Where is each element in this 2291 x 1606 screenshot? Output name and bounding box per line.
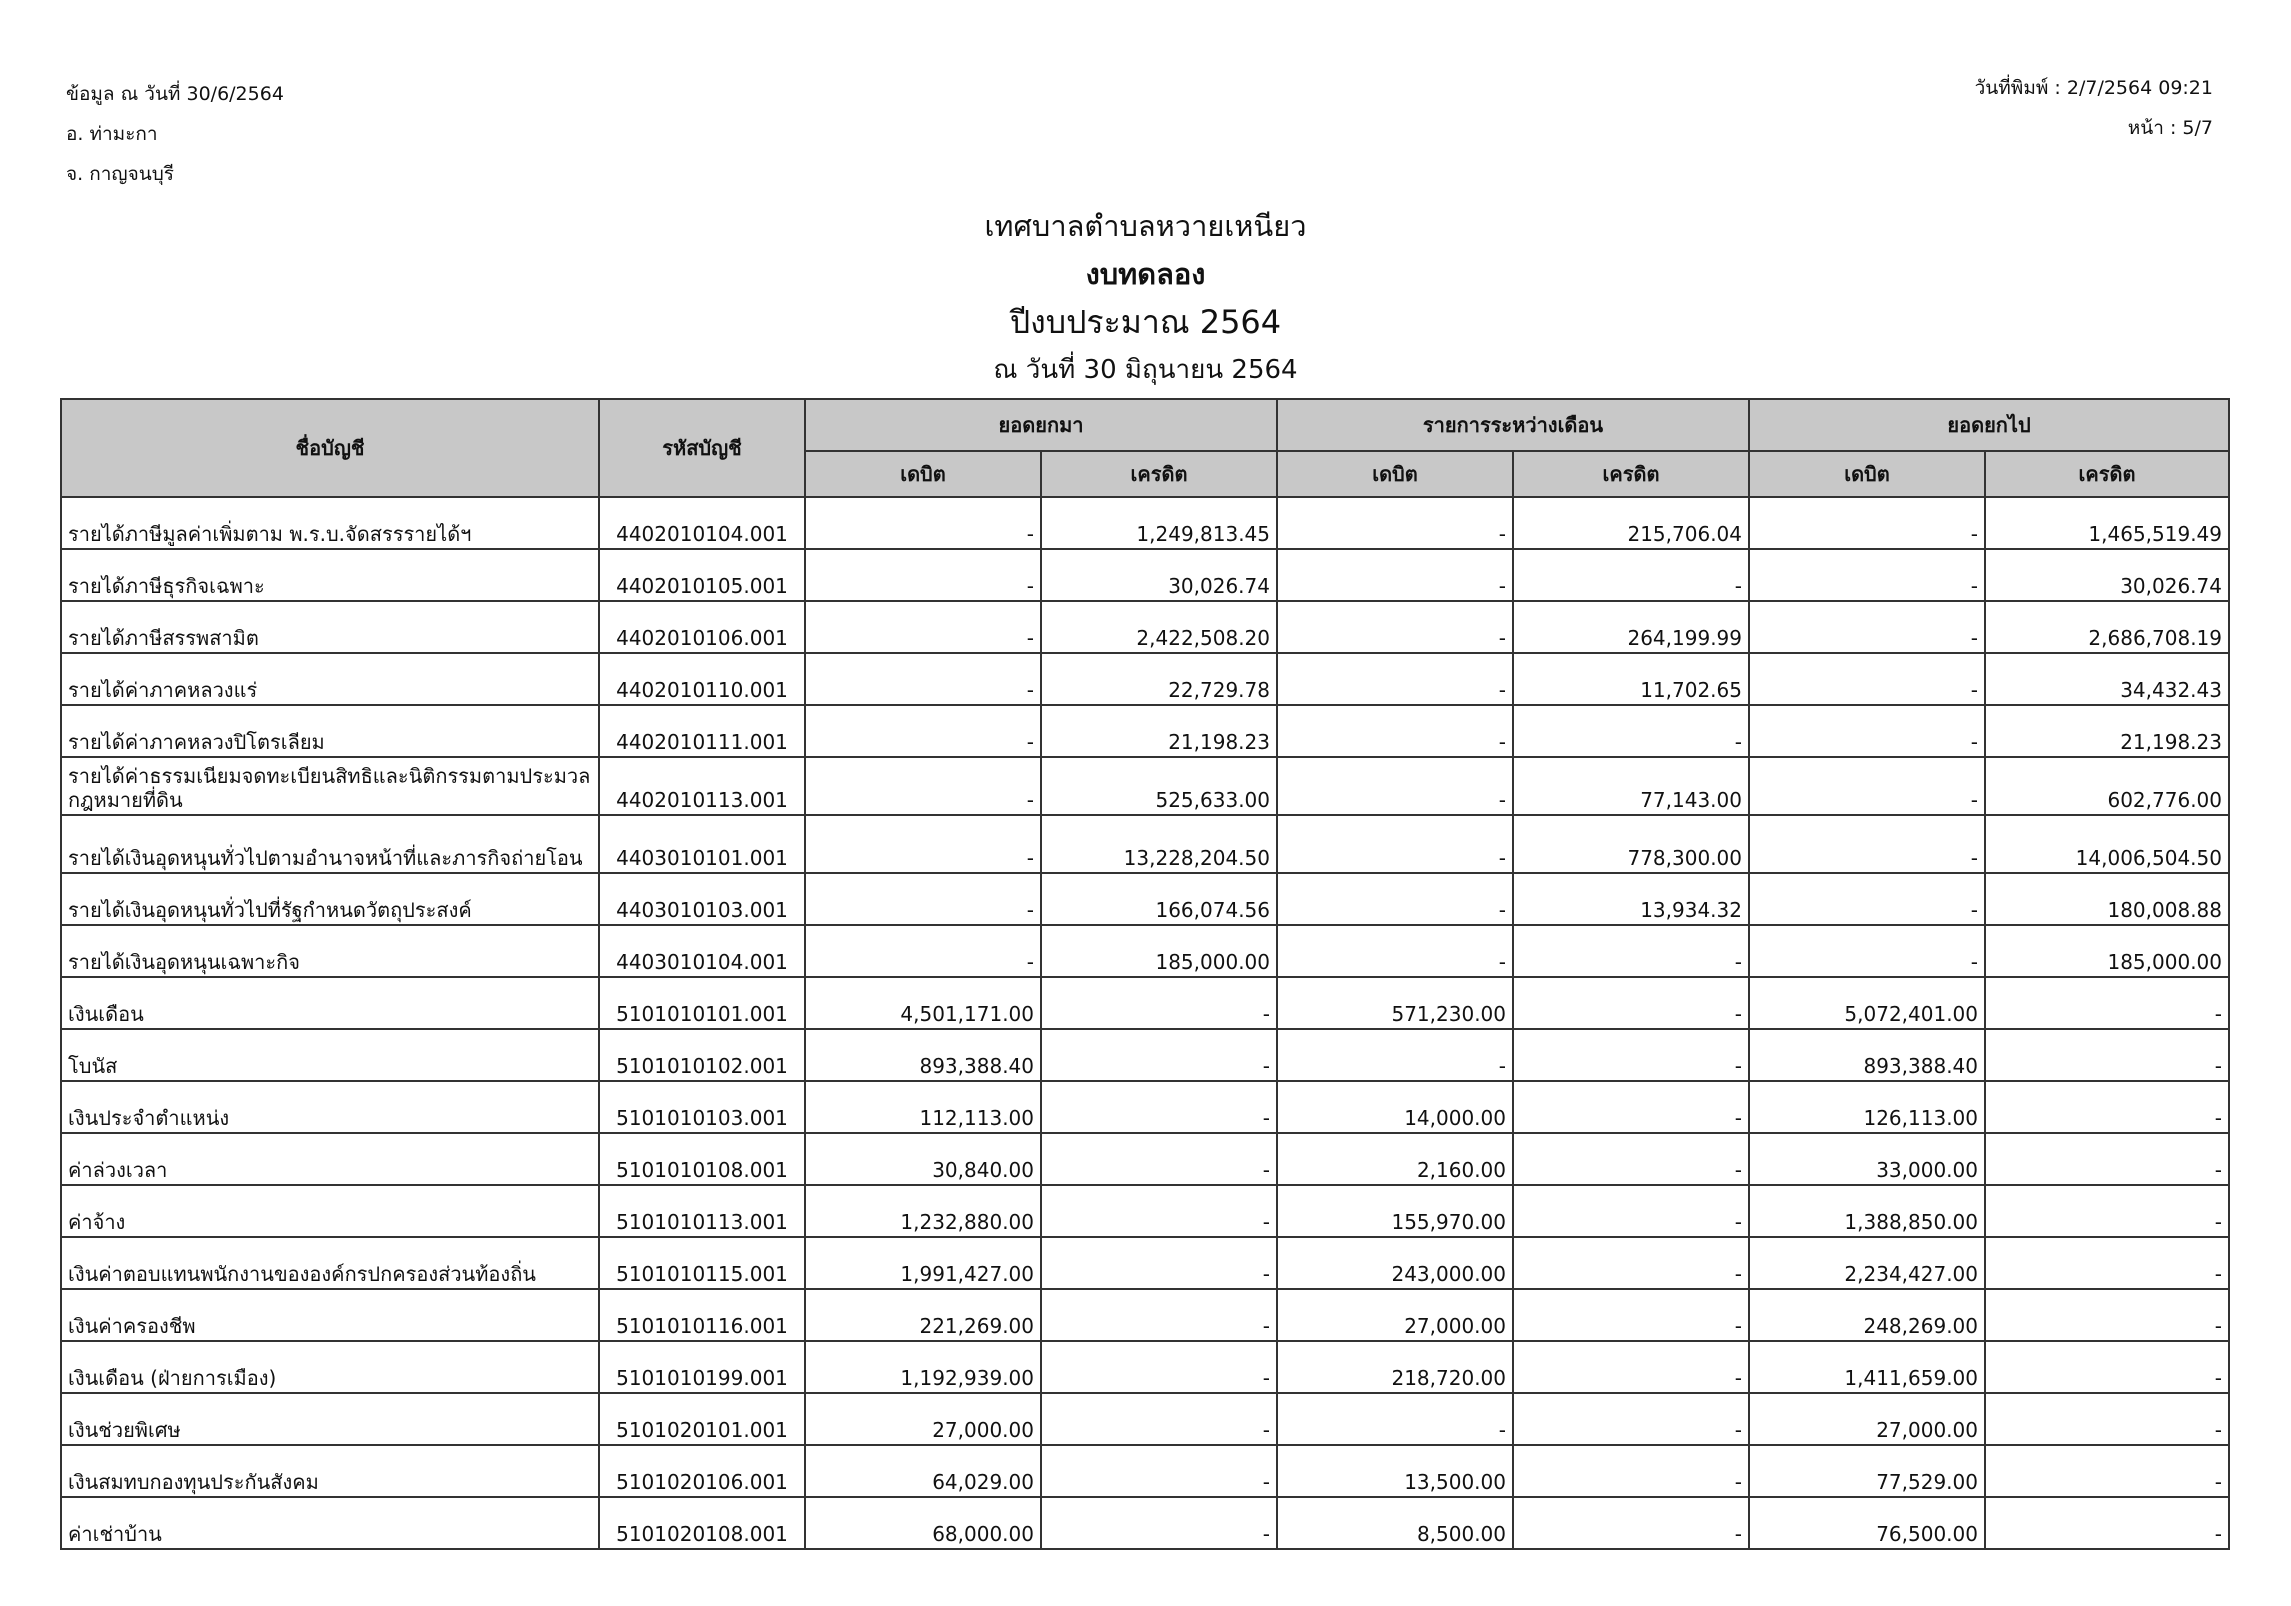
month-credit-cell: - bbox=[1513, 1497, 1749, 1549]
account-code-cell: 4403010103.001 bbox=[599, 873, 805, 925]
cf-credit-cell: 180,008.88 bbox=[1985, 873, 2229, 925]
account-name-cell: รายได้ค่าภาคหลวงปิโตรเลียม bbox=[61, 705, 599, 757]
account-name-cell: ค่าเช่าบ้าน bbox=[61, 1497, 599, 1549]
cf-credit-cell: - bbox=[1985, 1081, 2229, 1133]
account-name-cell: ค่าล่วงเวลา bbox=[61, 1133, 599, 1185]
account-name-cell: รายได้ค่าธรรมเนียมจดทะเบียนสิทธิและนิติกรรมตามประมวลกฎหมายที่ดิน bbox=[61, 757, 599, 815]
account-name-cell: เงินสมทบกองทุนประกันสังคม bbox=[61, 1445, 599, 1497]
bf-credit-cell: - bbox=[1041, 1237, 1277, 1289]
header-during-month: รายการระหว่างเดือน bbox=[1277, 399, 1749, 451]
account-code-cell: 5101010101.001 bbox=[599, 977, 805, 1029]
account-code-cell: 5101010103.001 bbox=[599, 1081, 805, 1133]
bf-credit-cell: 185,000.00 bbox=[1041, 925, 1277, 977]
month-credit-cell: 215,706.04 bbox=[1513, 497, 1749, 549]
bf-credit-cell: 21,198.23 bbox=[1041, 705, 1277, 757]
cf-credit-cell: - bbox=[1985, 977, 2229, 1029]
account-name-cell: รายได้ภาษีมูลค่าเพิ่มตาม พ.ร.บ.จัดสรรรายได้ฯ bbox=[61, 497, 599, 549]
month-credit-cell: 778,300.00 bbox=[1513, 815, 1749, 873]
cf-debit-cell: - bbox=[1749, 549, 1985, 601]
table-row bbox=[61, 1393, 2229, 1445]
month-credit-cell: 13,934.32 bbox=[1513, 873, 1749, 925]
bf-debit-cell: 64,029.00 bbox=[805, 1445, 1041, 1497]
cf-debit-cell: 1,411,659.00 bbox=[1749, 1341, 1985, 1393]
header-bf-credit: เครดิต bbox=[1041, 451, 1277, 497]
account-code-cell: 4402010110.001 bbox=[599, 653, 805, 705]
account-name-cell: เงินช่วยพิเศษ bbox=[61, 1393, 599, 1445]
month-debit-cell: 8,500.00 bbox=[1277, 1497, 1513, 1549]
account-name-cell: ค่าจ้าง bbox=[61, 1185, 599, 1237]
table-row bbox=[61, 1185, 2229, 1237]
account-code-cell: 4402010111.001 bbox=[599, 705, 805, 757]
bf-debit-cell: - bbox=[805, 653, 1041, 705]
cf-debit-cell: - bbox=[1749, 705, 1985, 757]
account-code-cell: 5101020108.001 bbox=[599, 1497, 805, 1549]
trial-balance-table bbox=[60, 398, 2230, 1550]
month-debit-cell: - bbox=[1277, 925, 1513, 977]
month-debit-cell: 14,000.00 bbox=[1277, 1081, 1513, 1133]
account-code-cell: 5101020106.001 bbox=[599, 1445, 805, 1497]
province: จ. กาญจนบุรี bbox=[66, 163, 174, 185]
account-name-cell: รายได้เงินอุดหนุนเฉพาะกิจ bbox=[61, 925, 599, 977]
account-name-cell: เงินเดือน bbox=[61, 977, 599, 1029]
month-debit-cell: - bbox=[1277, 497, 1513, 549]
table-row bbox=[61, 601, 2229, 653]
month-credit-cell: - bbox=[1513, 925, 1749, 977]
table-row bbox=[61, 1081, 2229, 1133]
header-bf-debit: เดบิต bbox=[805, 451, 1041, 497]
month-credit-cell: - bbox=[1513, 1445, 1749, 1497]
bf-debit-cell: 1,192,939.00 bbox=[805, 1341, 1041, 1393]
month-credit-cell: - bbox=[1513, 1393, 1749, 1445]
cf-debit-cell: 27,000.00 bbox=[1749, 1393, 1985, 1445]
table-row bbox=[61, 925, 2229, 977]
month-credit-cell: - bbox=[1513, 1341, 1749, 1393]
cf-debit-cell: - bbox=[1749, 653, 1985, 705]
account-name-cell: รายได้ภาษีสรรพสามิต bbox=[61, 601, 599, 653]
bf-debit-cell: 1,232,880.00 bbox=[805, 1185, 1041, 1237]
account-name-cell: รายได้ภาษีธุรกิจเฉพาะ bbox=[61, 549, 599, 601]
account-name-cell: รายได้ค่าภาคหลวงแร่ bbox=[61, 653, 599, 705]
bf-credit-cell: - bbox=[1041, 1185, 1277, 1237]
report-title: งบทดลอง bbox=[1085, 257, 1206, 291]
account-code-cell: 4402010104.001 bbox=[599, 497, 805, 549]
account-code-cell: 4403010101.001 bbox=[599, 815, 805, 873]
table-row bbox=[61, 977, 2229, 1029]
bf-credit-cell: 525,633.00 bbox=[1041, 757, 1277, 815]
month-credit-cell: - bbox=[1513, 549, 1749, 601]
account-name-cell: เงินประจำตำแหน่ง bbox=[61, 1081, 599, 1133]
month-credit-cell: - bbox=[1513, 1289, 1749, 1341]
cf-credit-cell: 1,465,519.49 bbox=[1985, 497, 2229, 549]
header-meta-left bbox=[66, 74, 284, 194]
bf-credit-cell: 166,074.56 bbox=[1041, 873, 1277, 925]
report-titles bbox=[0, 202, 2291, 394]
header-carried-forward: ยอดยกไป bbox=[1749, 399, 2229, 451]
account-name-cell: เงินค่าตอบแทนพนักงานขององค์กรปกครองส่วนท้องถิ่น bbox=[61, 1237, 599, 1289]
bf-debit-cell: 4,501,171.00 bbox=[805, 977, 1041, 1029]
account-name-cell: รายได้เงินอุดหนุนทั่วไปที่รัฐกำหนดวัตถุประสงค์ bbox=[61, 873, 599, 925]
cf-credit-cell: 30,026.74 bbox=[1985, 549, 2229, 601]
header-cf-credit: เครดิต bbox=[1985, 451, 2229, 497]
table-row bbox=[61, 705, 2229, 757]
cf-debit-cell: 76,500.00 bbox=[1749, 1497, 1985, 1549]
bf-debit-cell: - bbox=[805, 549, 1041, 601]
bf-credit-cell: 1,249,813.45 bbox=[1041, 497, 1277, 549]
cf-debit-cell: 893,388.40 bbox=[1749, 1029, 1985, 1081]
table-row bbox=[61, 757, 2229, 815]
month-credit-cell: - bbox=[1513, 1081, 1749, 1133]
month-credit-cell: - bbox=[1513, 1029, 1749, 1081]
month-debit-cell: 218,720.00 bbox=[1277, 1341, 1513, 1393]
print-date: วันที่พิมพ์ : 2/7/2564 09:21 bbox=[1974, 77, 2213, 99]
month-debit-cell: - bbox=[1277, 1393, 1513, 1445]
cf-debit-cell: 248,269.00 bbox=[1749, 1289, 1985, 1341]
cf-debit-cell: - bbox=[1749, 873, 1985, 925]
account-code-cell: 5101010102.001 bbox=[599, 1029, 805, 1081]
header-brought-forward: ยอดยกมา bbox=[805, 399, 1277, 451]
data-date: ข้อมูล ณ วันที่ 30/6/2564 bbox=[66, 83, 284, 105]
bf-credit-cell: - bbox=[1041, 1289, 1277, 1341]
table-body bbox=[61, 497, 2229, 1549]
bf-credit-cell: - bbox=[1041, 1497, 1277, 1549]
cf-credit-cell: - bbox=[1985, 1341, 2229, 1393]
table-row bbox=[61, 1497, 2229, 1549]
cf-debit-cell: 33,000.00 bbox=[1749, 1133, 1985, 1185]
month-debit-cell: - bbox=[1277, 601, 1513, 653]
table-row bbox=[61, 1445, 2229, 1497]
cf-debit-cell: 126,113.00 bbox=[1749, 1081, 1985, 1133]
account-code-cell: 5101010113.001 bbox=[599, 1185, 805, 1237]
table-row bbox=[61, 1029, 2229, 1081]
header-month-credit: เครดิต bbox=[1513, 451, 1749, 497]
month-credit-cell: 77,143.00 bbox=[1513, 757, 1749, 815]
month-debit-cell: - bbox=[1277, 873, 1513, 925]
month-debit-cell: - bbox=[1277, 549, 1513, 601]
month-debit-cell: 571,230.00 bbox=[1277, 977, 1513, 1029]
account-code-cell: 4402010105.001 bbox=[599, 549, 805, 601]
account-code-cell: 5101010199.001 bbox=[599, 1341, 805, 1393]
cf-credit-cell: 21,198.23 bbox=[1985, 705, 2229, 757]
bf-debit-cell: 1,991,427.00 bbox=[805, 1237, 1041, 1289]
month-credit-cell: - bbox=[1513, 1185, 1749, 1237]
account-code-cell: 4402010113.001 bbox=[599, 757, 805, 815]
cf-debit-cell: 1,388,850.00 bbox=[1749, 1185, 1985, 1237]
bf-credit-cell: 2,422,508.20 bbox=[1041, 601, 1277, 653]
bf-credit-cell: - bbox=[1041, 1029, 1277, 1081]
table-row bbox=[61, 815, 2229, 873]
org-name: เทศบาลตำบลหวายเหนียว bbox=[984, 209, 1307, 243]
bf-debit-cell: 30,840.00 bbox=[805, 1133, 1041, 1185]
cf-credit-cell: - bbox=[1985, 1445, 2229, 1497]
month-debit-cell: - bbox=[1277, 653, 1513, 705]
month-credit-cell: 11,702.65 bbox=[1513, 653, 1749, 705]
cf-credit-cell: 185,000.00 bbox=[1985, 925, 2229, 977]
bf-debit-cell: - bbox=[805, 601, 1041, 653]
table-row bbox=[61, 1341, 2229, 1393]
header-meta-right bbox=[1975, 68, 2213, 148]
cf-credit-cell: - bbox=[1985, 1185, 2229, 1237]
month-debit-cell: - bbox=[1277, 757, 1513, 815]
table-row bbox=[61, 1133, 2229, 1185]
bf-credit-cell: - bbox=[1041, 1081, 1277, 1133]
month-credit-cell: 264,199.99 bbox=[1513, 601, 1749, 653]
account-name-cell: เงินเดือน (ฝ่ายการเมือง) bbox=[61, 1341, 599, 1393]
district: อ. ท่ามะกา bbox=[66, 123, 158, 145]
bf-debit-cell: - bbox=[805, 757, 1041, 815]
table-row bbox=[61, 549, 2229, 601]
header-account-code: รหัสบัญชี bbox=[599, 399, 805, 497]
bf-debit-cell: 893,388.40 bbox=[805, 1029, 1041, 1081]
cf-debit-cell: - bbox=[1749, 925, 1985, 977]
account-name-cell: โบนัส bbox=[61, 1029, 599, 1081]
account-code-cell: 4402010106.001 bbox=[599, 601, 805, 653]
bf-credit-cell: - bbox=[1041, 1445, 1277, 1497]
bf-debit-cell: - bbox=[805, 815, 1041, 873]
bf-credit-cell: 22,729.78 bbox=[1041, 653, 1277, 705]
cf-credit-cell: 34,432.43 bbox=[1985, 653, 2229, 705]
bf-debit-cell: - bbox=[805, 873, 1041, 925]
cf-credit-cell: - bbox=[1985, 1237, 2229, 1289]
cf-credit-cell: 2,686,708.19 bbox=[1985, 601, 2229, 653]
table-row bbox=[61, 653, 2229, 705]
cf-debit-cell: - bbox=[1749, 601, 1985, 653]
bf-credit-cell: - bbox=[1041, 1133, 1277, 1185]
cf-debit-cell: - bbox=[1749, 497, 1985, 549]
cf-debit-cell: 5,072,401.00 bbox=[1749, 977, 1985, 1029]
month-debit-cell: 243,000.00 bbox=[1277, 1237, 1513, 1289]
table-row bbox=[61, 873, 2229, 925]
bf-debit-cell: 68,000.00 bbox=[805, 1497, 1041, 1549]
table-row bbox=[61, 1237, 2229, 1289]
table-row bbox=[61, 1289, 2229, 1341]
header-account-name: ชื่อบัญชี bbox=[61, 399, 599, 497]
header-month-debit: เดบิต bbox=[1277, 451, 1513, 497]
month-credit-cell: - bbox=[1513, 1133, 1749, 1185]
bf-debit-cell: - bbox=[805, 925, 1041, 977]
bf-debit-cell: - bbox=[805, 497, 1041, 549]
month-credit-cell: - bbox=[1513, 1237, 1749, 1289]
bf-credit-cell: 30,026.74 bbox=[1041, 549, 1277, 601]
cf-credit-cell: 602,776.00 bbox=[1985, 757, 2229, 815]
bf-credit-cell: 13,228,204.50 bbox=[1041, 815, 1277, 873]
cf-debit-cell: - bbox=[1749, 815, 1985, 873]
cf-debit-cell: 77,529.00 bbox=[1749, 1445, 1985, 1497]
month-debit-cell: 2,160.00 bbox=[1277, 1133, 1513, 1185]
as-of-date: ณ วันที่ 30 มิถุนายน 2564 bbox=[993, 355, 1298, 385]
account-code-cell: 5101010115.001 bbox=[599, 1237, 805, 1289]
header-cf-debit: เดบิต bbox=[1749, 451, 1985, 497]
bf-credit-cell: - bbox=[1041, 1341, 1277, 1393]
account-name-cell: รายได้เงินอุดหนุนทั่วไปตามอำนาจหน้าที่และภารกิจถ่ายโอน bbox=[61, 815, 599, 873]
bf-debit-cell: - bbox=[805, 705, 1041, 757]
month-debit-cell: 155,970.00 bbox=[1277, 1185, 1513, 1237]
bf-credit-cell: - bbox=[1041, 1393, 1277, 1445]
account-code-cell: 4403010104.001 bbox=[599, 925, 805, 977]
month-credit-cell: - bbox=[1513, 705, 1749, 757]
cf-debit-cell: 2,234,427.00 bbox=[1749, 1237, 1985, 1289]
month-debit-cell: 27,000.00 bbox=[1277, 1289, 1513, 1341]
cf-credit-cell: 14,006,504.50 bbox=[1985, 815, 2229, 873]
table-row bbox=[61, 497, 2229, 549]
cf-credit-cell: - bbox=[1985, 1497, 2229, 1549]
cf-debit-cell: - bbox=[1749, 757, 1985, 815]
cf-credit-cell: - bbox=[1985, 1029, 2229, 1081]
fiscal-year: ปีงบประมาณ 2564 bbox=[1009, 303, 1282, 341]
account-code-cell: 5101010116.001 bbox=[599, 1289, 805, 1341]
account-code-cell: 5101010108.001 bbox=[599, 1133, 805, 1185]
bf-credit-cell: - bbox=[1041, 977, 1277, 1029]
month-debit-cell: - bbox=[1277, 815, 1513, 873]
account-name-cell: เงินค่าครองชีพ bbox=[61, 1289, 599, 1341]
month-debit-cell: - bbox=[1277, 705, 1513, 757]
cf-credit-cell: - bbox=[1985, 1133, 2229, 1185]
bf-debit-cell: 112,113.00 bbox=[805, 1081, 1041, 1133]
account-code-cell: 5101020101.001 bbox=[599, 1393, 805, 1445]
cf-credit-cell: - bbox=[1985, 1289, 2229, 1341]
page-number: หน้า : 5/7 bbox=[2127, 117, 2213, 139]
bf-debit-cell: 27,000.00 bbox=[805, 1393, 1041, 1445]
month-credit-cell: - bbox=[1513, 977, 1749, 1029]
cf-credit-cell: - bbox=[1985, 1393, 2229, 1445]
month-debit-cell: - bbox=[1277, 1029, 1513, 1081]
month-debit-cell: 13,500.00 bbox=[1277, 1445, 1513, 1497]
bf-debit-cell: 221,269.00 bbox=[805, 1289, 1041, 1341]
